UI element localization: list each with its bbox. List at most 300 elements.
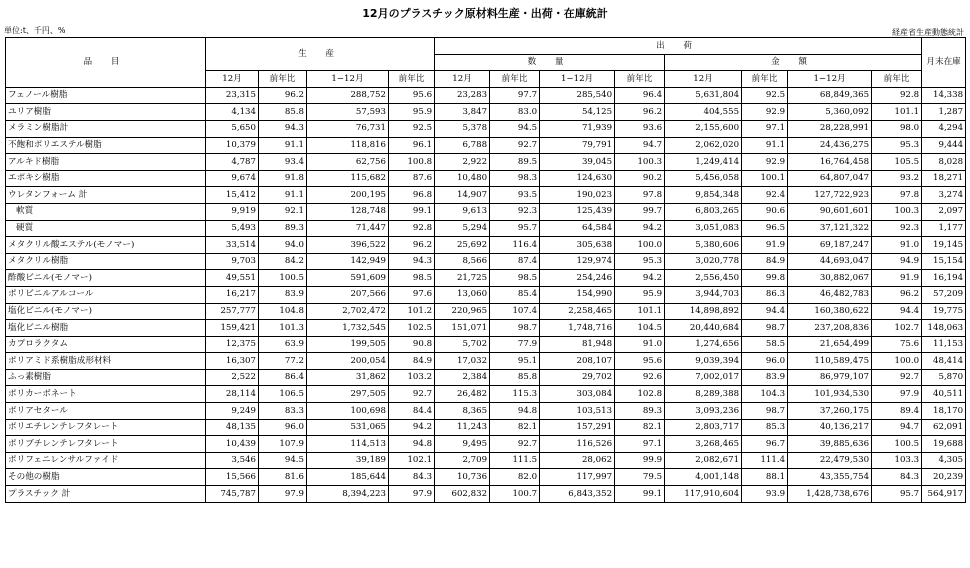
table-cell: 128,748 xyxy=(307,203,389,220)
table-cell: 200,195 xyxy=(307,187,389,204)
subheader: 1−12月 xyxy=(788,71,872,88)
table-cell: 4,305 xyxy=(922,452,966,469)
table-cell: 95.6 xyxy=(389,87,435,104)
table-cell: 396,522 xyxy=(307,237,389,254)
table-cell: 83.0 xyxy=(490,104,540,121)
table-cell: 100.3 xyxy=(615,154,665,171)
table-cell: 76,731 xyxy=(307,120,389,137)
table-cell: 9,495 xyxy=(435,436,490,453)
table-cell: 83.3 xyxy=(259,403,307,420)
table-cell: 17,032 xyxy=(435,353,490,370)
table-row xyxy=(6,104,966,121)
table-cell: 95.1 xyxy=(490,353,540,370)
table-row xyxy=(6,320,966,337)
table-cell: 15,154 xyxy=(922,253,966,270)
table-cell: 5,360,092 xyxy=(788,104,872,121)
table-cell: 95.7 xyxy=(490,220,540,237)
table-cell: 12,375 xyxy=(206,336,259,353)
row-item-name: ウレタンフォーム 計 xyxy=(6,187,206,204)
table-cell: 100.0 xyxy=(615,237,665,254)
table-cell: 91.0 xyxy=(615,336,665,353)
table-cell: 10,736 xyxy=(435,469,490,486)
row-item-name: フェノール樹脂 xyxy=(6,87,206,104)
table-row xyxy=(6,137,966,154)
table-row xyxy=(6,120,966,137)
table-cell: 21,725 xyxy=(435,270,490,287)
table-cell: 90,601,601 xyxy=(788,203,872,220)
table-cell: 7,002,017 xyxy=(665,369,742,386)
table-cell: 285,540 xyxy=(540,87,615,104)
table-cell: 5,378 xyxy=(435,120,490,137)
table-cell: 95.9 xyxy=(389,104,435,121)
table-cell: 5,702 xyxy=(435,336,490,353)
row-item-name: プラスチック 計 xyxy=(6,486,206,503)
table-cell: 157,291 xyxy=(540,419,615,436)
table-cell: 94.0 xyxy=(259,237,307,254)
table-cell: 85.8 xyxy=(259,104,307,121)
table-cell: 18,271 xyxy=(922,170,966,187)
table-cell: 531,065 xyxy=(307,419,389,436)
table-cell: 148,063 xyxy=(922,320,966,337)
table-cell: 96.7 xyxy=(742,436,788,453)
table-cell: 92.7 xyxy=(490,137,540,154)
table-cell: 208,107 xyxy=(540,353,615,370)
table-cell: 5,456,058 xyxy=(665,170,742,187)
table-cell: 5,294 xyxy=(435,220,490,237)
table-cell: 75.6 xyxy=(872,336,922,353)
table-cell: 190,023 xyxy=(540,187,615,204)
table-cell: 602,832 xyxy=(435,486,490,503)
table-cell: 84.9 xyxy=(389,353,435,370)
table-cell: 1,748,716 xyxy=(540,320,615,337)
table-cell: 43,355,754 xyxy=(788,469,872,486)
table-cell: 69,187,247 xyxy=(788,237,872,254)
table-cell: 89.3 xyxy=(615,403,665,420)
table-cell: 3,051,083 xyxy=(665,220,742,237)
table-row xyxy=(6,220,966,237)
table-cell: 2,922 xyxy=(435,154,490,171)
table-cell: 28,062 xyxy=(540,452,615,469)
table-cell: 37,260,175 xyxy=(788,403,872,420)
table-cell: 185,644 xyxy=(307,469,389,486)
table-row xyxy=(6,187,966,204)
table-cell: 95.9 xyxy=(615,286,665,303)
table-cell: 29,702 xyxy=(540,369,615,386)
table-cell: 104.8 xyxy=(259,303,307,320)
table-cell: 19,688 xyxy=(922,436,966,453)
table-cell: 3,093,236 xyxy=(665,403,742,420)
table-cell: 2,702,472 xyxy=(307,303,389,320)
row-item-name: ふっ素樹脂 xyxy=(6,369,206,386)
table-cell: 86,979,107 xyxy=(788,369,872,386)
table-cell: 16,307 xyxy=(206,353,259,370)
table-cell: 71,939 xyxy=(540,120,615,137)
table-cell: 101.2 xyxy=(389,303,435,320)
table-cell: 92.8 xyxy=(872,87,922,104)
subheader: 12月 xyxy=(665,71,742,88)
row-item-name: エポキシ樹脂 xyxy=(6,170,206,187)
row-item-name: ポリアセタール xyxy=(6,403,206,420)
table-cell: 159,421 xyxy=(206,320,259,337)
table-cell: 26,482 xyxy=(435,386,490,403)
table-cell: 5,870 xyxy=(922,369,966,386)
table-cell: 142,949 xyxy=(307,253,389,270)
table-cell: 94.2 xyxy=(389,419,435,436)
table-cell: 44,693,047 xyxy=(788,253,872,270)
header-quantity: 数 量 xyxy=(435,54,665,71)
table-cell: 92.9 xyxy=(742,154,788,171)
table-cell: 96.0 xyxy=(742,353,788,370)
table-cell: 77.9 xyxy=(490,336,540,353)
table-cell: 94.4 xyxy=(742,303,788,320)
subheader: 12月 xyxy=(206,71,259,88)
table-cell: 117,997 xyxy=(540,469,615,486)
table-cell: 129,974 xyxy=(540,253,615,270)
header-shipment: 出 荷 xyxy=(435,38,922,55)
table-cell: 2,082,671 xyxy=(665,452,742,469)
table-cell: 102.7 xyxy=(872,320,922,337)
table-cell: 9,039,394 xyxy=(665,353,742,370)
table-cell: 2,803,717 xyxy=(665,419,742,436)
table-cell: 86.4 xyxy=(259,369,307,386)
table-cell: 220,965 xyxy=(435,303,490,320)
table-row xyxy=(6,369,966,386)
table-cell: 2,556,450 xyxy=(665,270,742,287)
table-cell: 11,153 xyxy=(922,336,966,353)
table-cell: 83.9 xyxy=(259,286,307,303)
table-cell: 16,194 xyxy=(922,270,966,287)
table-cell: 93.4 xyxy=(259,154,307,171)
table-cell: 99.7 xyxy=(615,203,665,220)
table-cell: 8,028 xyxy=(922,154,966,171)
table-body xyxy=(6,87,966,502)
table-cell: 101,934,530 xyxy=(788,386,872,403)
table-cell: 82.1 xyxy=(490,419,540,436)
table-cell: 5,493 xyxy=(206,220,259,237)
table-cell: 1,177 xyxy=(922,220,966,237)
table-cell: 97.6 xyxy=(389,286,435,303)
row-item-name: その他の樹脂 xyxy=(6,469,206,486)
row-item-name: アルキド樹脂 xyxy=(6,154,206,171)
table-cell: 99.1 xyxy=(615,486,665,503)
table-cell: 118,816 xyxy=(307,137,389,154)
table-cell: 13,060 xyxy=(435,286,490,303)
table-cell: 84.4 xyxy=(389,403,435,420)
subheader: 前年比 xyxy=(615,71,665,88)
table-cell: 745,787 xyxy=(206,486,259,503)
row-item-name: メタクリル樹脂 xyxy=(6,253,206,270)
table-cell: 2,384 xyxy=(435,369,490,386)
row-item-name: ポリカーボネート xyxy=(6,386,206,403)
table-cell: 9,703 xyxy=(206,253,259,270)
table-cell: 58.5 xyxy=(742,336,788,353)
table-cell: 79,791 xyxy=(540,137,615,154)
table-cell: 89.3 xyxy=(259,220,307,237)
table-cell: 94.7 xyxy=(872,419,922,436)
table-cell: 107.9 xyxy=(259,436,307,453)
table-cell: 85.8 xyxy=(490,369,540,386)
table-cell: 96.8 xyxy=(389,187,435,204)
table-row xyxy=(6,270,966,287)
table-cell: 25,692 xyxy=(435,237,490,254)
row-item-name: ポリビニルアルコール xyxy=(6,286,206,303)
table-cell: 62,756 xyxy=(307,154,389,171)
table-cell: 91.9 xyxy=(872,270,922,287)
table-cell: 92.3 xyxy=(490,203,540,220)
table-cell: 95.3 xyxy=(615,253,665,270)
table-cell: 94.5 xyxy=(490,120,540,137)
table-cell: 92.7 xyxy=(389,386,435,403)
table-cell: 3,944,703 xyxy=(665,286,742,303)
table-cell: 97.7 xyxy=(490,87,540,104)
table-cell: 20,440,684 xyxy=(665,320,742,337)
table-cell: 97.8 xyxy=(872,187,922,204)
table-cell: 97.9 xyxy=(389,486,435,503)
table-cell: 110,589,475 xyxy=(788,353,872,370)
table-cell: 62,091 xyxy=(922,419,966,436)
table-cell: 92.7 xyxy=(872,369,922,386)
table-cell: 81,948 xyxy=(540,336,615,353)
table-cell: 98.5 xyxy=(490,270,540,287)
table-cell: 57,593 xyxy=(307,104,389,121)
table-cell: 84.2 xyxy=(259,253,307,270)
table-cell: 94.3 xyxy=(389,253,435,270)
table-cell: 1,249,414 xyxy=(665,154,742,171)
table-cell: 39,189 xyxy=(307,452,389,469)
table-cell: 237,208,836 xyxy=(788,320,872,337)
table-cell: 2,522 xyxy=(206,369,259,386)
table-cell: 103,513 xyxy=(540,403,615,420)
table-cell: 96.5 xyxy=(742,220,788,237)
table-cell: 94.7 xyxy=(615,137,665,154)
table-cell: 23,315 xyxy=(206,87,259,104)
table-cell: 4,134 xyxy=(206,104,259,121)
table-cell: 1,428,738,676 xyxy=(788,486,872,503)
table-cell: 1,732,545 xyxy=(307,320,389,337)
table-cell: 101.3 xyxy=(259,320,307,337)
table-cell: 100.5 xyxy=(872,436,922,453)
table-cell: 94.2 xyxy=(615,270,665,287)
table-cell: 94.8 xyxy=(389,436,435,453)
table-cell: 94.2 xyxy=(615,220,665,237)
table-cell: 92.1 xyxy=(259,203,307,220)
table-cell: 28,114 xyxy=(206,386,259,403)
table-cell: 9,613 xyxy=(435,203,490,220)
table-cell: 160,380,622 xyxy=(788,303,872,320)
table-cell: 9,249 xyxy=(206,403,259,420)
table-cell: 37,121,322 xyxy=(788,220,872,237)
row-item-name: ユリア樹脂 xyxy=(6,104,206,121)
table-cell: 254,246 xyxy=(540,270,615,287)
table-cell: 91.1 xyxy=(259,137,307,154)
table-cell: 3,020,778 xyxy=(665,253,742,270)
table-cell: 111.4 xyxy=(742,452,788,469)
subheader: 前年比 xyxy=(259,71,307,88)
table-cell: 111.5 xyxy=(490,452,540,469)
table-cell: 87.6 xyxy=(389,170,435,187)
table-cell: 97.1 xyxy=(615,436,665,453)
subheader: 前年比 xyxy=(389,71,435,88)
table-cell: 98.7 xyxy=(490,320,540,337)
table-cell: 104.5 xyxy=(615,320,665,337)
table-cell: 1,287 xyxy=(922,104,966,121)
table-cell: 591,609 xyxy=(307,270,389,287)
table-cell: 102.8 xyxy=(615,386,665,403)
table-cell: 57,209 xyxy=(922,286,966,303)
table-cell: 100.0 xyxy=(872,353,922,370)
table-cell: 94.9 xyxy=(872,253,922,270)
table-cell: 117,910,604 xyxy=(665,486,742,503)
table-cell: 103.2 xyxy=(389,369,435,386)
table-cell: 92.5 xyxy=(742,87,788,104)
table-cell: 95.3 xyxy=(872,137,922,154)
row-item-name: 不飽和ポリエステル樹脂 xyxy=(6,137,206,154)
table-cell: 90.8 xyxy=(389,336,435,353)
table-cell: 96.2 xyxy=(259,87,307,104)
table-cell: 96.4 xyxy=(615,87,665,104)
table-cell: 19,775 xyxy=(922,303,966,320)
table-cell: 93.5 xyxy=(490,187,540,204)
row-item-name: ポリエチレンテレフタレート xyxy=(6,419,206,436)
table-cell: 20,239 xyxy=(922,469,966,486)
table-cell: 207,566 xyxy=(307,286,389,303)
table-cell: 84.3 xyxy=(872,469,922,486)
table-cell: 303,084 xyxy=(540,386,615,403)
table-cell: 116,526 xyxy=(540,436,615,453)
table-cell: 82.0 xyxy=(490,469,540,486)
subheader: 1−12月 xyxy=(307,71,389,88)
table-cell: 103.3 xyxy=(872,452,922,469)
table-cell: 85.3 xyxy=(742,419,788,436)
table-cell: 4,294 xyxy=(922,120,966,137)
table-cell: 81.6 xyxy=(259,469,307,486)
table-cell: 10,439 xyxy=(206,436,259,453)
table-cell: 21,654,499 xyxy=(788,336,872,353)
table-cell: 31,862 xyxy=(307,369,389,386)
table-cell: 89.5 xyxy=(490,154,540,171)
table-cell: 127,722,923 xyxy=(788,187,872,204)
table-cell: 16,217 xyxy=(206,286,259,303)
table-cell: 297,505 xyxy=(307,386,389,403)
table-row xyxy=(6,286,966,303)
table-cell: 94.4 xyxy=(872,303,922,320)
table-cell: 68,849,365 xyxy=(788,87,872,104)
table-cell: 97.9 xyxy=(259,486,307,503)
table-row xyxy=(6,403,966,420)
table-cell: 39,045 xyxy=(540,154,615,171)
row-item-name: 塩化ビニル樹脂 xyxy=(6,320,206,337)
table-cell: 101.1 xyxy=(615,303,665,320)
table-cell: 40,511 xyxy=(922,386,966,403)
table-cell: 96.1 xyxy=(389,137,435,154)
table-cell: 107.4 xyxy=(490,303,540,320)
table-cell: 86.3 xyxy=(742,286,788,303)
table-cell: 91.1 xyxy=(742,137,788,154)
table-cell: 91.9 xyxy=(742,237,788,254)
table-cell: 100.1 xyxy=(742,170,788,187)
subheader: 12月 xyxy=(435,71,490,88)
table-cell: 24,436,275 xyxy=(788,137,872,154)
table-cell: 23,283 xyxy=(435,87,490,104)
table-cell: 28,228,991 xyxy=(788,120,872,137)
table-cell: 71,447 xyxy=(307,220,389,237)
table-cell: 100.5 xyxy=(259,270,307,287)
table-cell: 2,709 xyxy=(435,452,490,469)
table-cell: 8,289,388 xyxy=(665,386,742,403)
table-cell: 82.1 xyxy=(615,419,665,436)
table-cell: 100,698 xyxy=(307,403,389,420)
table-cell: 90.6 xyxy=(742,203,788,220)
table-row xyxy=(6,419,966,436)
table-cell: 77.2 xyxy=(259,353,307,370)
table-cell: 48,135 xyxy=(206,419,259,436)
row-item-name: ポリブチレンテレフタレート xyxy=(6,436,206,453)
table-cell: 14,898,892 xyxy=(665,303,742,320)
table-cell: 5,380,606 xyxy=(665,237,742,254)
table-cell: 6,788 xyxy=(435,137,490,154)
table-cell: 98.0 xyxy=(872,120,922,137)
table-cell: 116.4 xyxy=(490,237,540,254)
statistics-table xyxy=(5,37,966,503)
table-cell: 91.8 xyxy=(259,170,307,187)
table-cell: 30,882,067 xyxy=(788,270,872,287)
table-cell: 84.9 xyxy=(742,253,788,270)
table-cell: 64,584 xyxy=(540,220,615,237)
header-amount: 金 額 xyxy=(665,54,922,71)
table-cell: 154,990 xyxy=(540,286,615,303)
table-cell: 54,125 xyxy=(540,104,615,121)
row-item-name: メタクリル酸エステル(モノマー) xyxy=(6,237,206,254)
table-cell: 106.5 xyxy=(259,386,307,403)
table-cell: 5,650 xyxy=(206,120,259,137)
table-cell: 101.1 xyxy=(872,104,922,121)
table-cell: 97.9 xyxy=(872,386,922,403)
table-cell: 199,505 xyxy=(307,336,389,353)
table-cell: 564,917 xyxy=(922,486,966,503)
table-cell: 49,551 xyxy=(206,270,259,287)
table-cell: 95.7 xyxy=(872,486,922,503)
table-cell: 92.8 xyxy=(389,220,435,237)
table-row xyxy=(6,154,966,171)
table-row xyxy=(6,87,966,104)
table-cell: 98.5 xyxy=(389,270,435,287)
table-cell: 79.5 xyxy=(615,469,665,486)
table-row xyxy=(6,203,966,220)
table-cell: 3,268,465 xyxy=(665,436,742,453)
table-cell: 288,752 xyxy=(307,87,389,104)
table-cell: 10,379 xyxy=(206,137,259,154)
table-cell: 96.0 xyxy=(259,419,307,436)
table-cell: 95.6 xyxy=(615,353,665,370)
table-cell: 15,412 xyxy=(206,187,259,204)
table-cell: 19,145 xyxy=(922,237,966,254)
table-cell: 90.2 xyxy=(615,170,665,187)
table-cell: 1,274,656 xyxy=(665,336,742,353)
table-cell: 16,764,458 xyxy=(788,154,872,171)
table-cell: 91.0 xyxy=(872,237,922,254)
table-row xyxy=(6,436,966,453)
subheader: 前年比 xyxy=(872,71,922,88)
table-cell: 92.3 xyxy=(872,220,922,237)
table-cell: 98.7 xyxy=(742,403,788,420)
page-title: 12月のプラスチック原材料生産・出荷・在庫統計 xyxy=(362,7,608,20)
table-cell: 63.9 xyxy=(259,336,307,353)
table-cell: 64,807,047 xyxy=(788,170,872,187)
table-cell: 94.3 xyxy=(259,120,307,137)
unit-note: 単位:t、千円、% xyxy=(4,26,66,35)
table-cell: 48,414 xyxy=(922,353,966,370)
table-cell: 4,787 xyxy=(206,154,259,171)
